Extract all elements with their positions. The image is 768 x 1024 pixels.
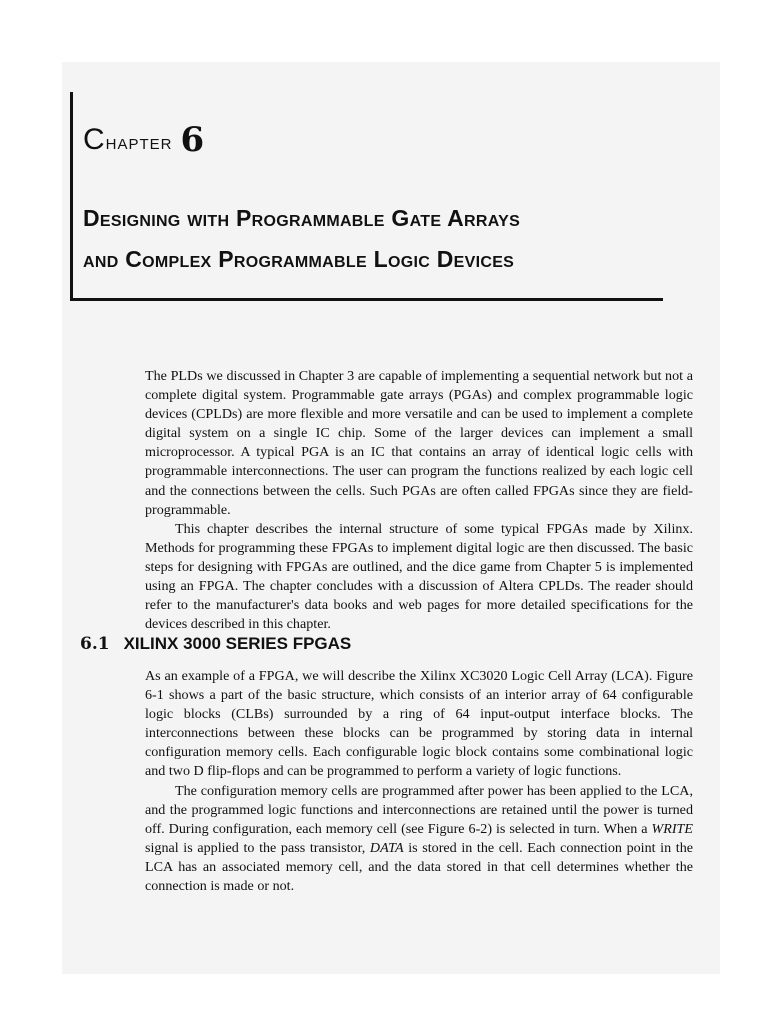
data-signal-term: DATA xyxy=(369,839,404,856)
chapter-title xyxy=(83,198,663,280)
intro-paragraph-2: This chapter describes the internal structure of some typical FPGAs made by Xilinx. Methods for programming these FPGAs to implement digital logic are then discussed. The basic steps for designing with FPGAs are outlined, and the dice game from Chapter 5 is implemented using an FPGA. The chapter concludes with a discussion of Altera CPLDs. The reader should refer to the manufacturer's data books and web pages for more detailed specifications for the devices described in this chapter. xyxy=(145,520,693,633)
intro-text xyxy=(145,367,693,634)
chapter-label xyxy=(83,120,205,160)
chapter-title-line-1: Designing with Programmable Gate Arrays xyxy=(83,205,521,231)
chapter-label-rest: hapter xyxy=(105,129,173,154)
intro-paragraph-1: The PLDs we discussed in Chapter 3 are capable of implementing a sequential network but not a complete digital system. Programmable gate arrays (PGAs) and complex programmable logic devices (CPLDs) are more flexible and more versatile and can be used to implement a complete digital system on a single IC chip. Some of the larger devices can implement a small microprocessor. A typical PGA is an IC that contains an array of identical logic cells with programmable interconnections. The user can program the functions realized by each logic cell and the connections between the cells. Such PGAs are often called FPGAs since they are field-programmable. xyxy=(145,368,693,518)
chapter-header xyxy=(70,92,663,301)
chapter-number: 6 xyxy=(180,120,206,160)
chapter-title-line-2: and Complex Programmable Logic Devices xyxy=(83,246,515,272)
write-signal-term: WRITE xyxy=(651,820,693,837)
section-paragraph-2-part-a: The configuration memory cells are programmed after power has been applied to the LCA, and the programmed logic functions and interconnections are retained until the power is turned off. During configuration, each memory cell (see Figure 6-2) is selected in turn. When a xyxy=(145,782,693,837)
section-paragraph-2 xyxy=(145,782,693,897)
section-paragraph-1: As an example of a FPGA, we will describe the Xilinx XC3020 Logic Cell Array (LCA). Figure 6-1 shows a part of the basic structure, which consists of an interior array of 64 configurable logic blocks (CLBs) surrounded by a ring of 64 input-output interface blocks. The interconnections between these blocks can be programmed by storing data in internal configuration memory cells. Each configurable logic block contains some combinational logic and two D flip-flops and can be programmed to perform a variety of logic functions. xyxy=(145,668,693,780)
section-body xyxy=(145,667,693,896)
section-heading xyxy=(80,634,351,654)
section-paragraph-2-part-b: signal is applied to the pass transistor, xyxy=(145,839,370,856)
section-title: XILINX 3000 SERIES FPGAS xyxy=(123,634,352,653)
section-paragraph-2-part-c: is stored in the cell. Each connection point in the LCA has an associated memory cell, and the data stored in that cell determines whether the connection is made or not. xyxy=(145,839,693,895)
chapter-label-initial: C xyxy=(83,123,106,156)
section-number: 6.1 xyxy=(80,634,110,654)
